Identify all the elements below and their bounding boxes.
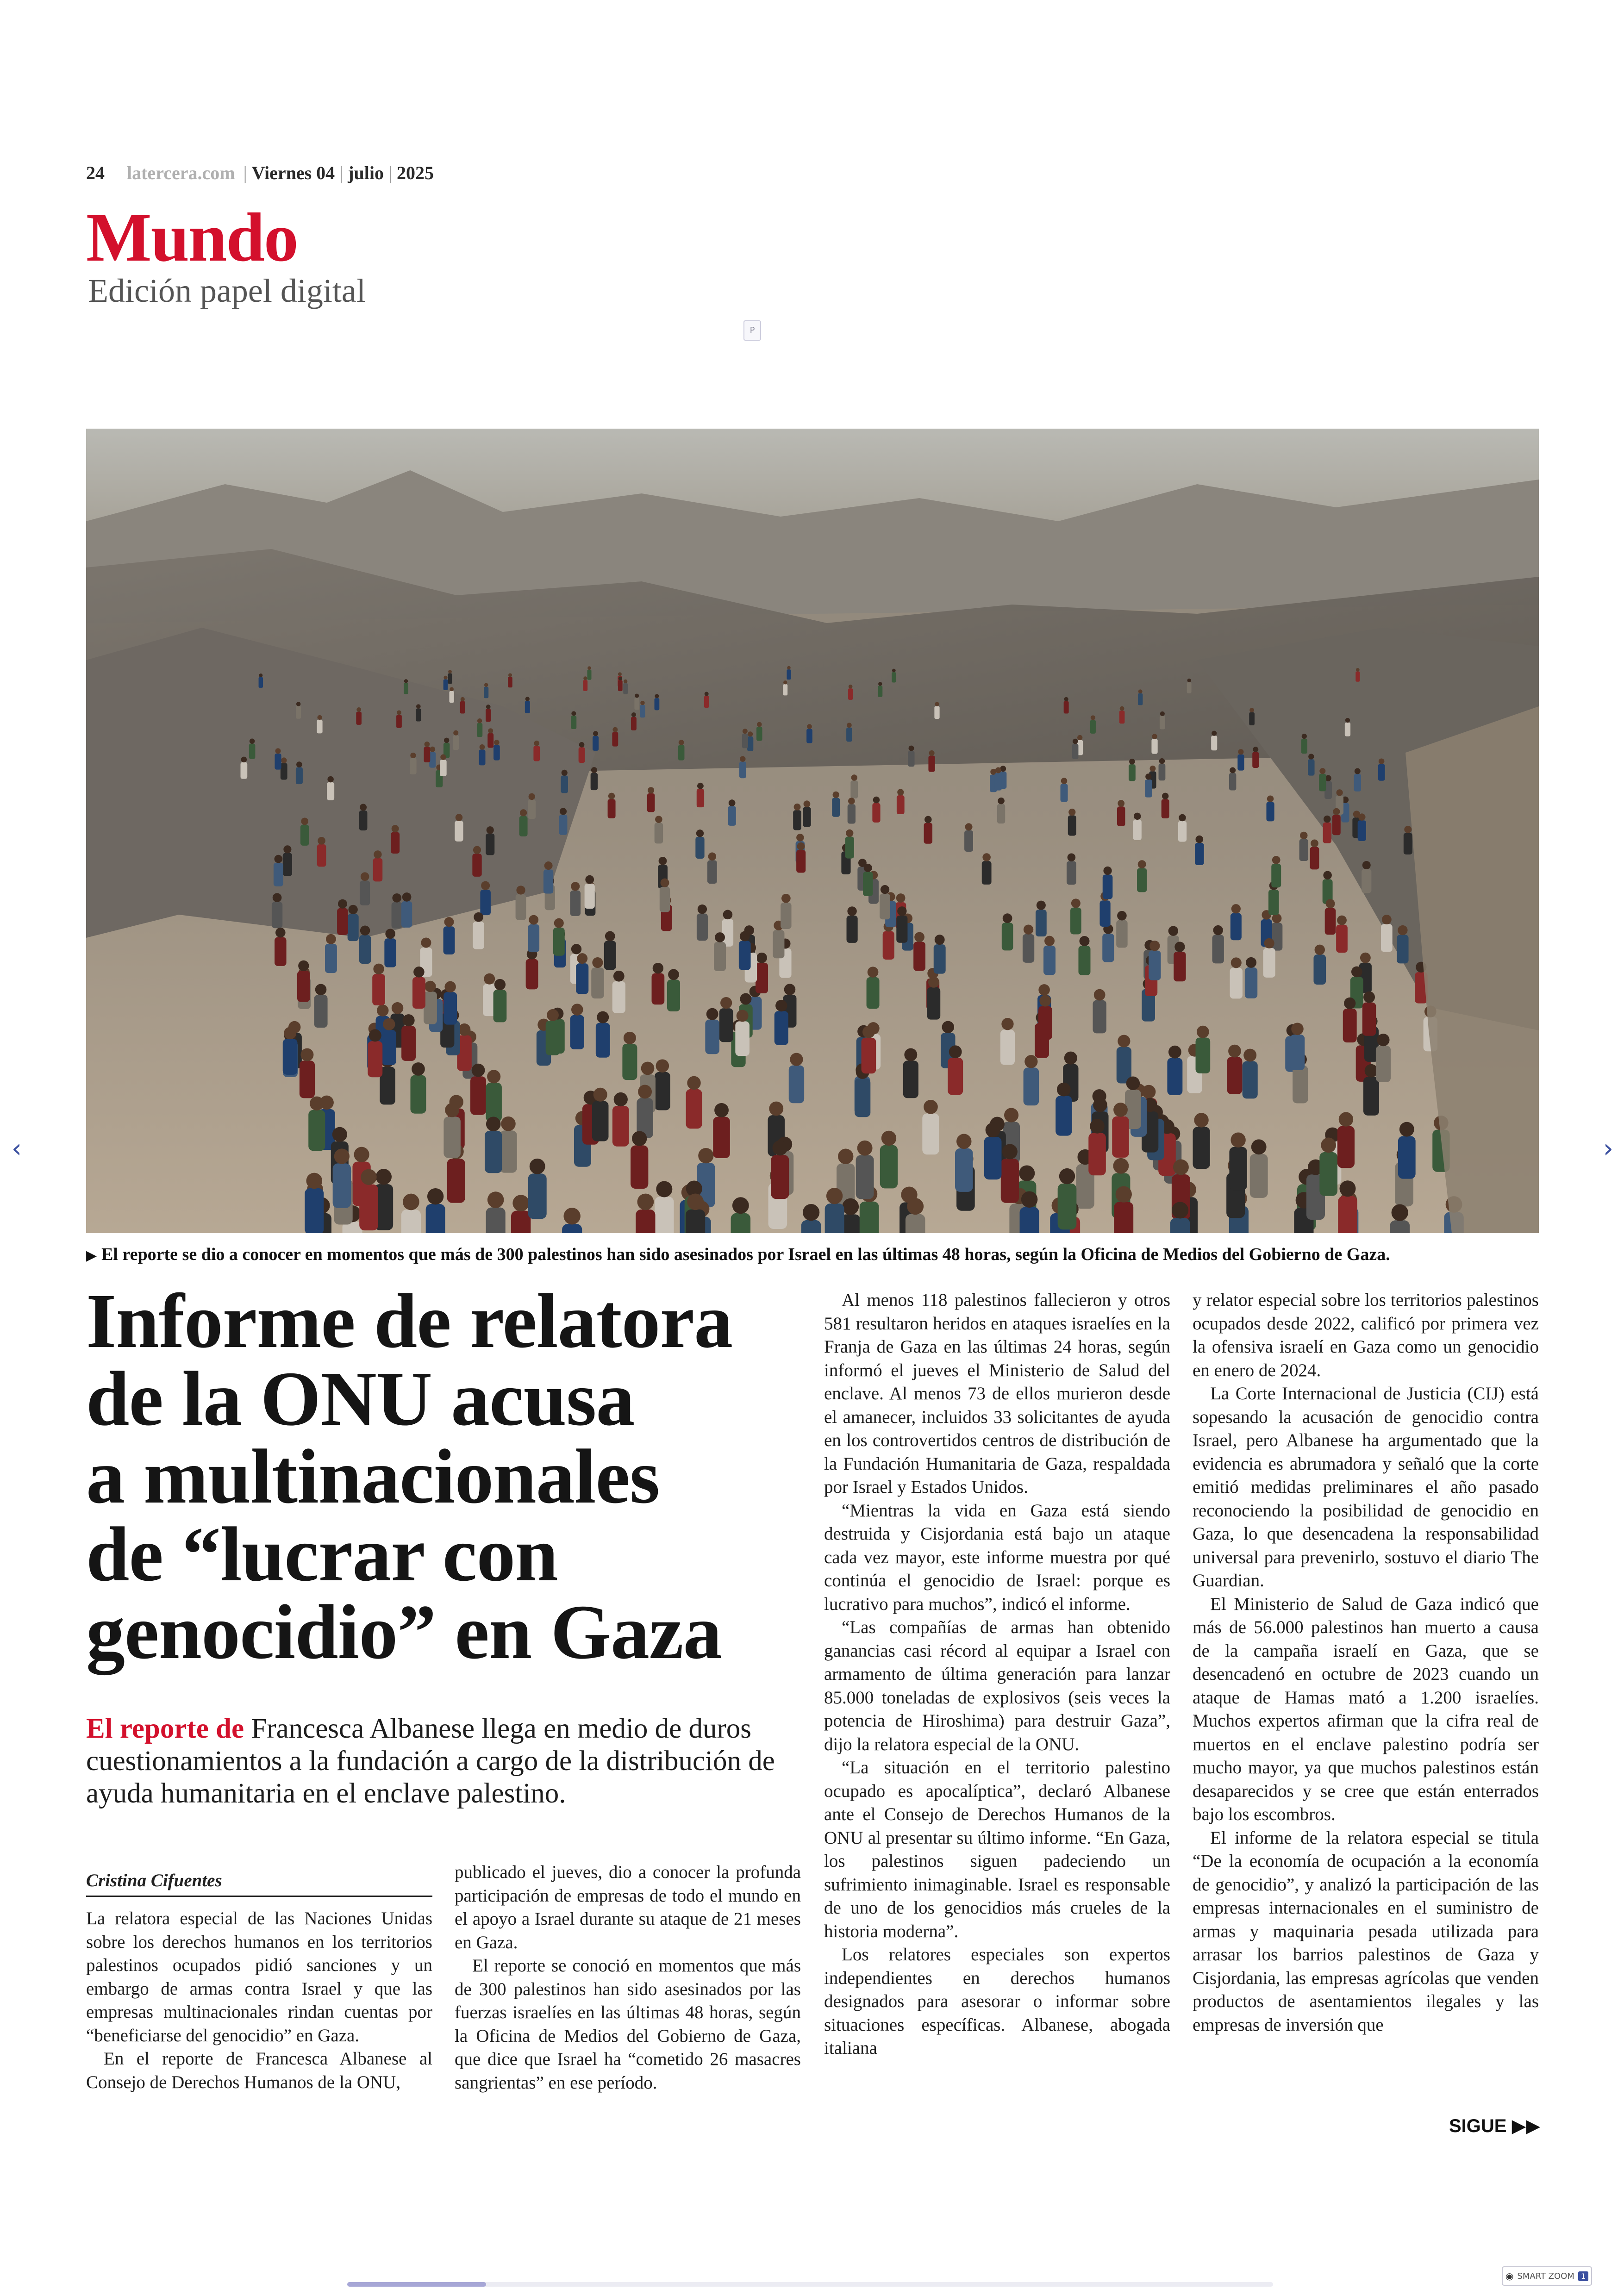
page-marker[interactable]: P bbox=[743, 320, 761, 341]
paragraph: El Ministerio de Salud de Gaza indicó que más de 56.000 palestinos han muerto a causa de la campaña israelí en Gaza, que se desencadenó en octubre de 2023 cuando un ataque de Hamas mató a 1.200 israelíes. Muchos expertos afirman que la cifra real de muertos en el enclave palestino podría ser mucho mayor, ya que muchos palestinos están desaparecidos y se cree que están enterrados bajo los escombros. bbox=[1193, 1594, 1539, 1824]
article-column-3 bbox=[824, 1289, 1170, 2060]
smart-zoom-page: 1 bbox=[1578, 2271, 1588, 2281]
page-header: 24 latercera.com | Viernes 04 | julio | 2025 bbox=[86, 162, 434, 183]
reading-progress-bar[interactable] bbox=[347, 2282, 1273, 2287]
smart-zoom-label: SMART ZOOM bbox=[1517, 2271, 1574, 2281]
paragraph: La Corte Internacional de Justicia (CIJ) está sopesando la acusación de genocidio contra Israel, pero Albanese ha argumentado que la evidencia es abrumadora y señaló que la corte emitió medidas preliminares el año pasado reconociendo la posibilidad de genocidio en Gaza, lo que desencadena la responsabilidad universal para prevenirlo, sostuvo el diario The Guardian. bbox=[1193, 1384, 1539, 1590]
article-column-1 bbox=[86, 1907, 432, 2094]
paragraph: Los relatores especiales son expertos independientes en derechos humanos designados para asesorar o informar sobre situaciones específicas. Albanese, abogada italiana bbox=[824, 1945, 1170, 2058]
paragraph: La relatora especial de las Naciones Unidas sobre los derechos humanos en los territorios palestinos ocupados pidió sanciones y un embargo de armas contra Israel y que las empresas multinacionales rindan cuentas por “beneficiarse del genocidio” en Gaza. bbox=[86, 1908, 432, 2046]
headline-line: genocidio” en Gaza bbox=[86, 1589, 722, 1675]
paragraph: El informe de la relatora especial se titula “De la economía de ocupación a la economía de genocidio”, y analizó la participación de las empresas internacionales en el suministro de armas y maquinaria pesada utilizada para arrasar los barrios palestinos de Gaza y Cisjordania, las empresas agrícolas que venden productos de asentamientos ilegales y las empresas de inversión que bbox=[1193, 1827, 1539, 2035]
issue-day: Viernes 04 bbox=[251, 162, 335, 183]
byline: Cristina Cifuentes bbox=[86, 1870, 432, 1897]
continue-label[interactable]: SIGUE ▶▶ bbox=[1449, 2116, 1541, 2136]
news-photo bbox=[86, 429, 1539, 1233]
news-photo-scene bbox=[86, 429, 1539, 1233]
caption-arrow-icon: ▶ bbox=[86, 1247, 97, 1264]
page-number: 24 bbox=[86, 162, 105, 183]
deck-text: Francesca Albanese llega en medio de duros cuestionamientos a la fundación a cargo de la distribución de ayuda humanitaria en el enclave palestino. bbox=[86, 1713, 775, 1809]
article-column-4 bbox=[1193, 1289, 1539, 2037]
headline-line: a multinacionales bbox=[86, 1434, 660, 1520]
article-column-2 bbox=[455, 1861, 801, 2095]
photo-caption bbox=[86, 1244, 1540, 1265]
paragraph: El reporte se conoció en momentos que más de 300 palestinos han sido asesinados por las fuerzas israelíes en las últimas 48 horas, según la Oficina de Medios del Gobierno de Gaza, que dice que Israel ha “cometido 26 masacres sangrientas” en ese período. bbox=[455, 1956, 801, 2093]
section-subtitle: Edición papel digital bbox=[88, 272, 366, 309]
deck-lead: El reporte de bbox=[86, 1713, 244, 1744]
headline-line: de “lucrar con bbox=[86, 1511, 558, 1597]
reading-progress-fill bbox=[347, 2282, 486, 2287]
article-deck bbox=[86, 1713, 799, 1810]
article-headline bbox=[86, 1278, 827, 1675]
issue-month: julio bbox=[348, 162, 384, 183]
issue-year: 2025 bbox=[397, 162, 434, 183]
chevron-left-icon[interactable]: ‹ bbox=[11, 1134, 22, 1164]
eye-icon: ◉ bbox=[1505, 2270, 1514, 2282]
paragraph: y relator especial sobre los territorios palestinos ocupados desde 2022, calificó por primera vez la ofensiva israelí en Gaza como un genocidio en enero de 2024. bbox=[1193, 1290, 1539, 1380]
paragraph: publicado el jueves, dio a conocer la profunda participación de empresas de todo el mundo en el apoyo a Israel durante su ataque de 21 meses en Gaza. bbox=[455, 1862, 801, 1952]
paragraph: “Las compañías de armas han obtenido ganancias casi récord al equipar a Israel con armamento de última generación para lanzar 85.000 toneladas de explosivos (seis veces la potencia de Hiroshima) para destruir Gaza”, dijo la relatora especial de la ONU. bbox=[824, 1617, 1170, 1754]
paragraph: Al menos 118 palestinos fallecieron y otros 581 resultaron heridos en ataques israelíes en la Franja de Gaza en las últimas 24 horas, según informó el jueves el Ministerio de Salud del enclave. Al menos 73 de ellos murieron desde el amanecer, incluidos 33 solicitantes de ayuda en los controvertidos centros de distribución de la Fundación Humanitaria de Gaza, respaldada por Israel y Estados Unidos. bbox=[824, 1290, 1170, 1497]
headline-line: Informe de relatora bbox=[86, 1278, 733, 1364]
paragraph: En el reporte de Francesca Albanese al Consejo de Derechos Humanos de la ONU, bbox=[86, 2049, 432, 2092]
smart-zoom-button[interactable] bbox=[1502, 2266, 1592, 2286]
chevron-right-icon[interactable]: › bbox=[1603, 1134, 1614, 1164]
site-name: latercera.com bbox=[127, 162, 235, 183]
paragraph: “Mientras la vida en Gaza está siendo destruida y Cisjordania está bajo un ataque cada vez mayor, este informe muestra por qué continúa el genocidio de Israel: porque es lucrativo para muchos”, indicó el informe. bbox=[824, 1500, 1170, 1614]
headline-line: de la ONU acusa bbox=[86, 1356, 635, 1442]
section-title: Mundo bbox=[86, 199, 298, 276]
photo-caption-text: El reporte se dio a conocer en momentos que más de 300 palestinos han sido asesinados por Israel en las últimas 48 horas, según la Oficina de Medios del Gobierno de Gaza. bbox=[101, 1245, 1390, 1264]
paragraph: “La situación en el territorio palestino ocupado es apocalíptica”, declaró Albanese ante el Consejo de Derechos Humanos de la ONU al presentar su último informe. “En Gaza, los palestinos siguen padeciendo un sufrimiento inimaginable. Israel es responsable de uno de los genocidios más crueles de la historia moderna”. bbox=[824, 1758, 1170, 1941]
